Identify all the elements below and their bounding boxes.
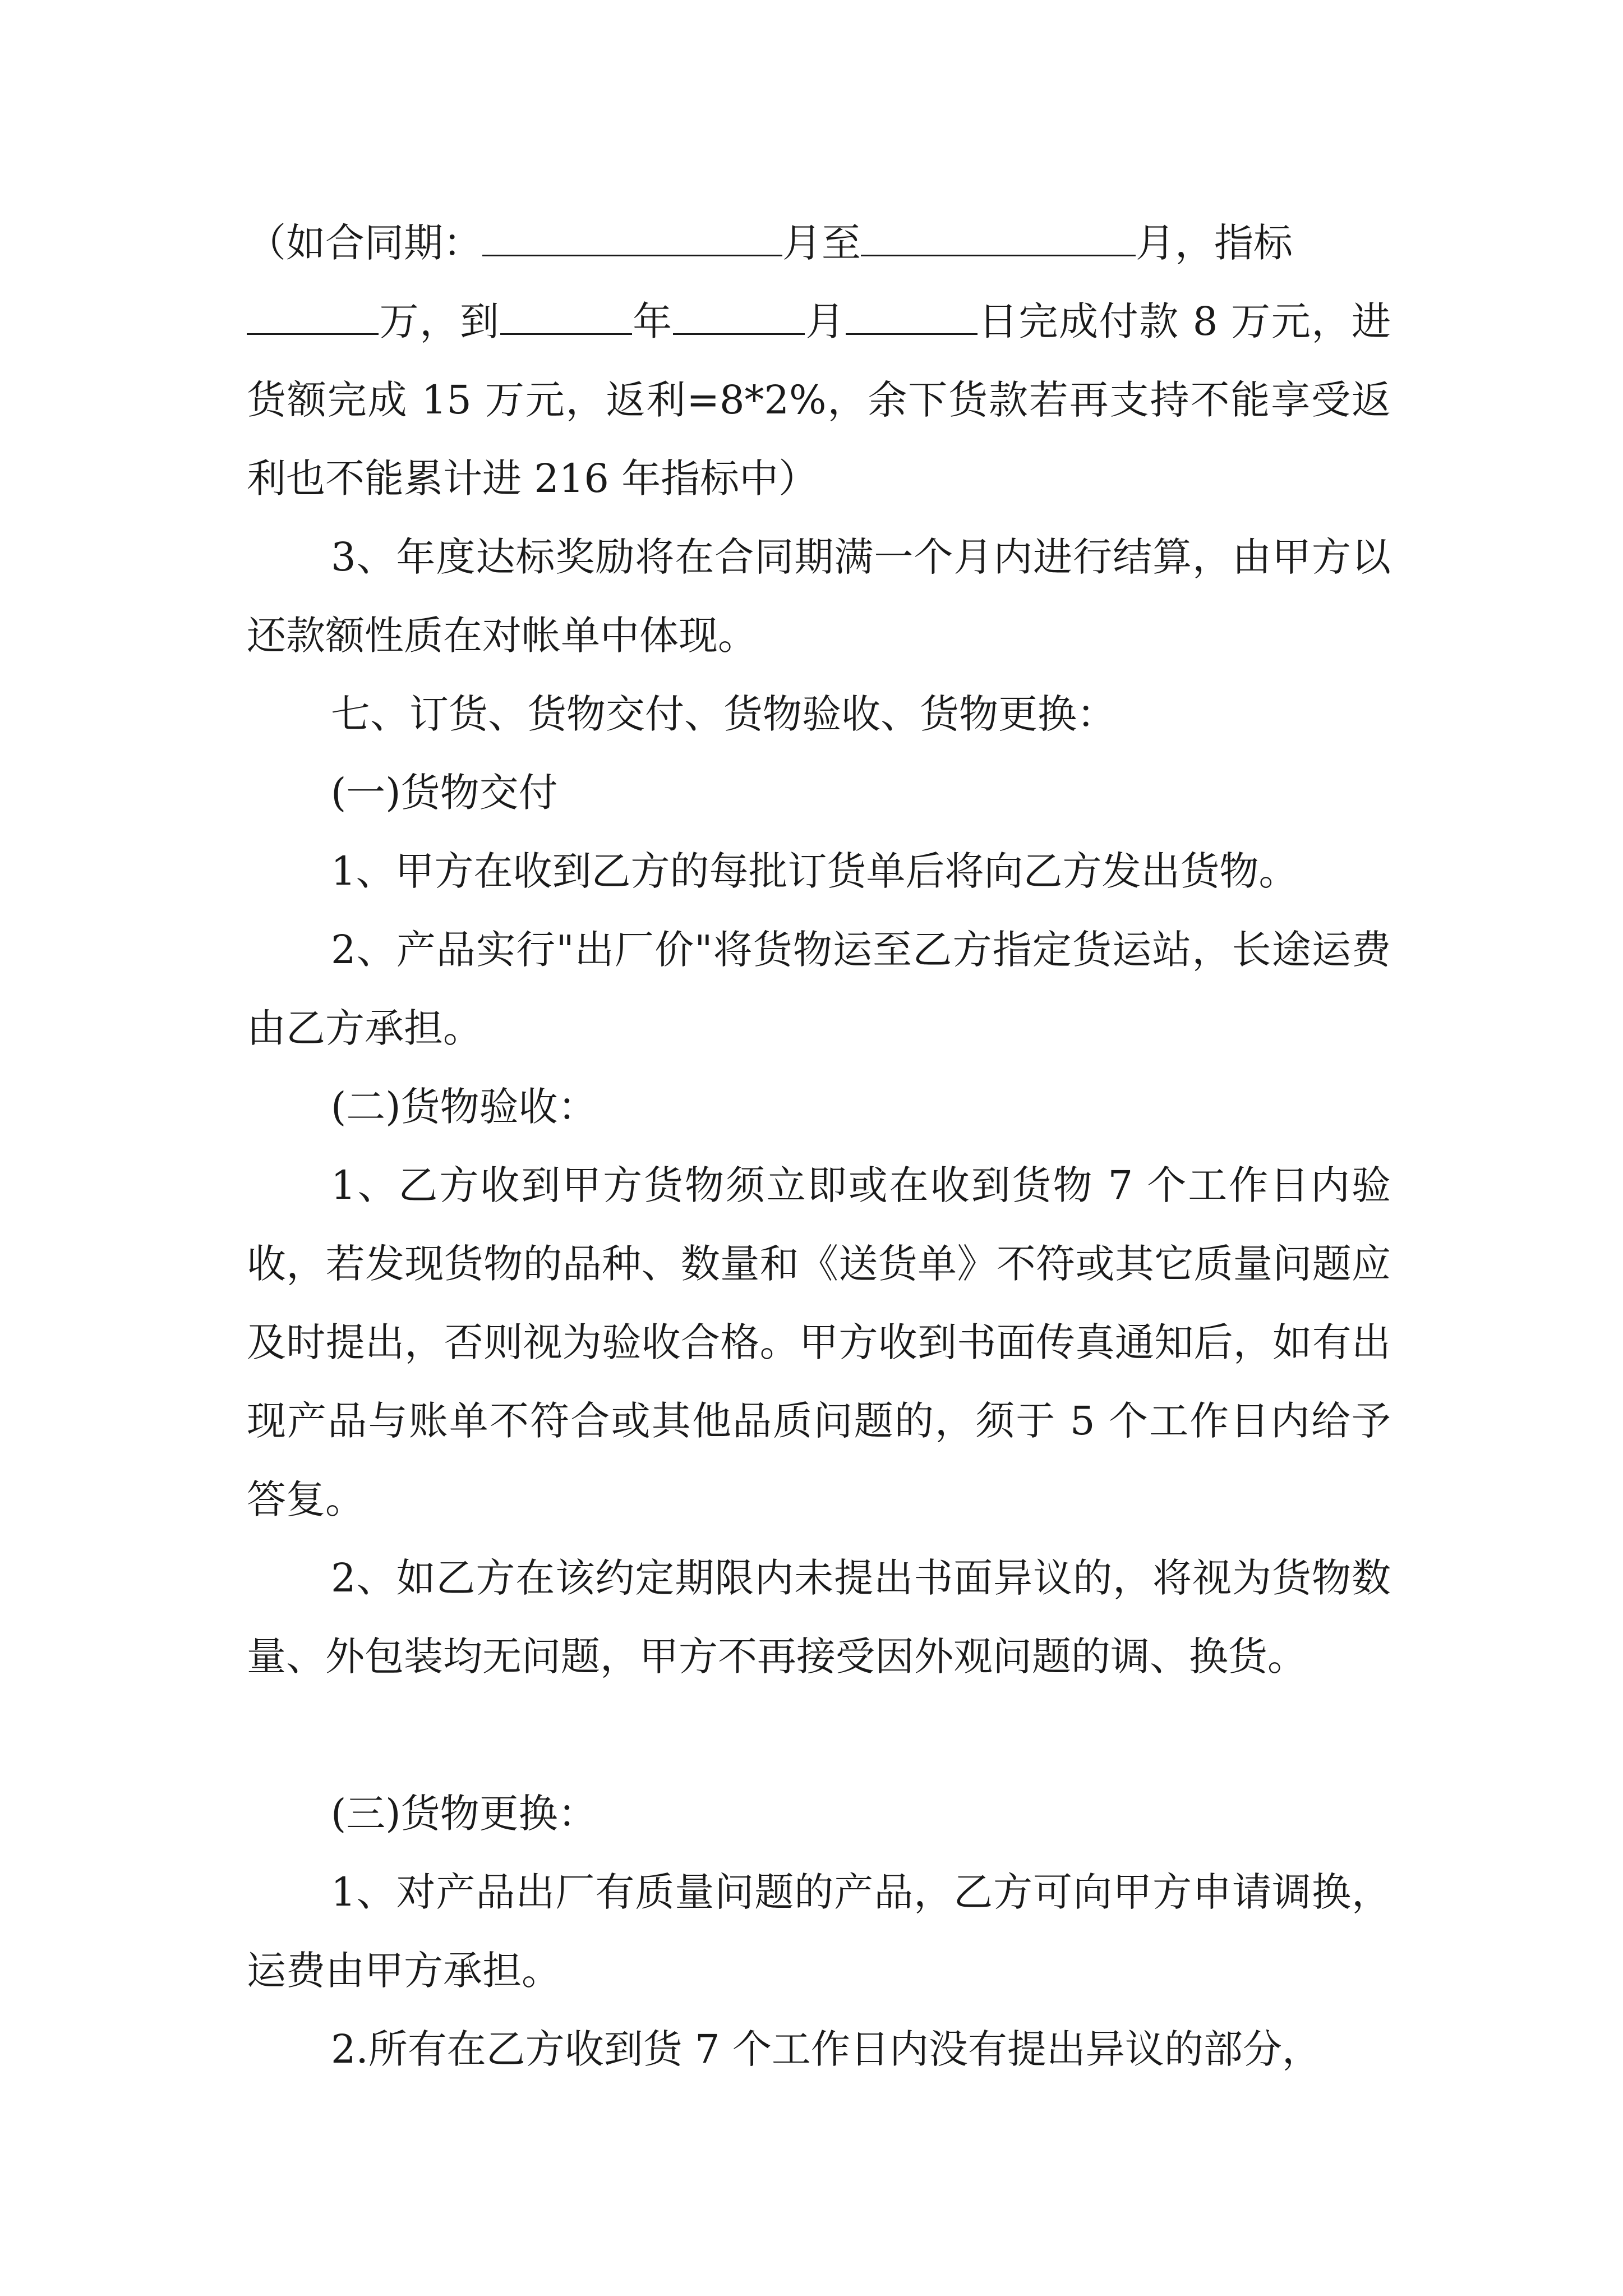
wan-to-label: 万，到: [379, 298, 500, 344]
blank-year: [500, 298, 632, 335]
blank-end-month: [861, 219, 1136, 256]
subsection-heading-delivery: (一)货物交付: [331, 770, 558, 816]
month-label: 月: [804, 298, 846, 344]
section-heading-seven: 七、订货、货物交付、货物验收、货物更换：: [331, 691, 1116, 737]
paragraph-delivery-2: 2、产品实行"出厂价"将货物运至乙方指定货运站，长途运费由乙方承担。: [247, 927, 1391, 1051]
paragraph-replacement-2: 2.所有在乙方收到货 7 个工作日内没有提出异议的部分，: [331, 2026, 1321, 2072]
paragraph-annual-reward: 3、年度达标奖励将在合同期满一个月内进行结算，由甲方以还款额性质在对帐单中体现。: [247, 534, 1391, 659]
year-label: 年: [631, 298, 673, 344]
paragraph-acceptance-2: 2、如乙方在该约定期限内未提出书面异议的，将视为货物数量、外包装均无问题，甲方不再接受因外观问题的调、换货。: [247, 1555, 1391, 1680]
blank-month: [673, 298, 805, 335]
paragraph-replacement-1: 1、对产品出厂有质量问题的产品，乙方可向甲方申请调换，运费由甲方承担。: [247, 1869, 1391, 1994]
contract-period-label: （如合同期：: [247, 220, 482, 266]
paragraph-delivery-1: 1、甲方在收到乙方的每批订货单后将向乙方发出货物。: [331, 848, 1298, 894]
month-to-label: 月至: [782, 220, 861, 266]
blank-target-amount: [247, 298, 379, 335]
target-label: 月，指标: [1136, 220, 1293, 266]
blank-start-month: [482, 219, 782, 256]
blank-day: [846, 298, 978, 335]
subsection-heading-acceptance: (二)货物验收：: [331, 1084, 597, 1130]
paragraph-acceptance-1: 1、乙方收到甲方货物须立即或在收到货物 7 个工作日内验收，若发现货物的品种、数量和《送货单》不符或其它质量问题应及时提出，否则视为验收合格。甲方收到书面传真通知后，如有出现产品与账单不符合或其他品质问题的，须于 5 个工作日内给予答复。: [247, 1162, 1391, 1522]
payment-target-text: 日完成付款 8 万元，进货额完成 15 万元，返利=8*2%，余下货款若再支持不能享受返利也不能累计进 216 年指标中）: [247, 298, 1391, 501]
subsection-heading-replacement: (三)货物更换：: [331, 1791, 597, 1837]
paragraph-contract-period: [247, 204, 1391, 518]
